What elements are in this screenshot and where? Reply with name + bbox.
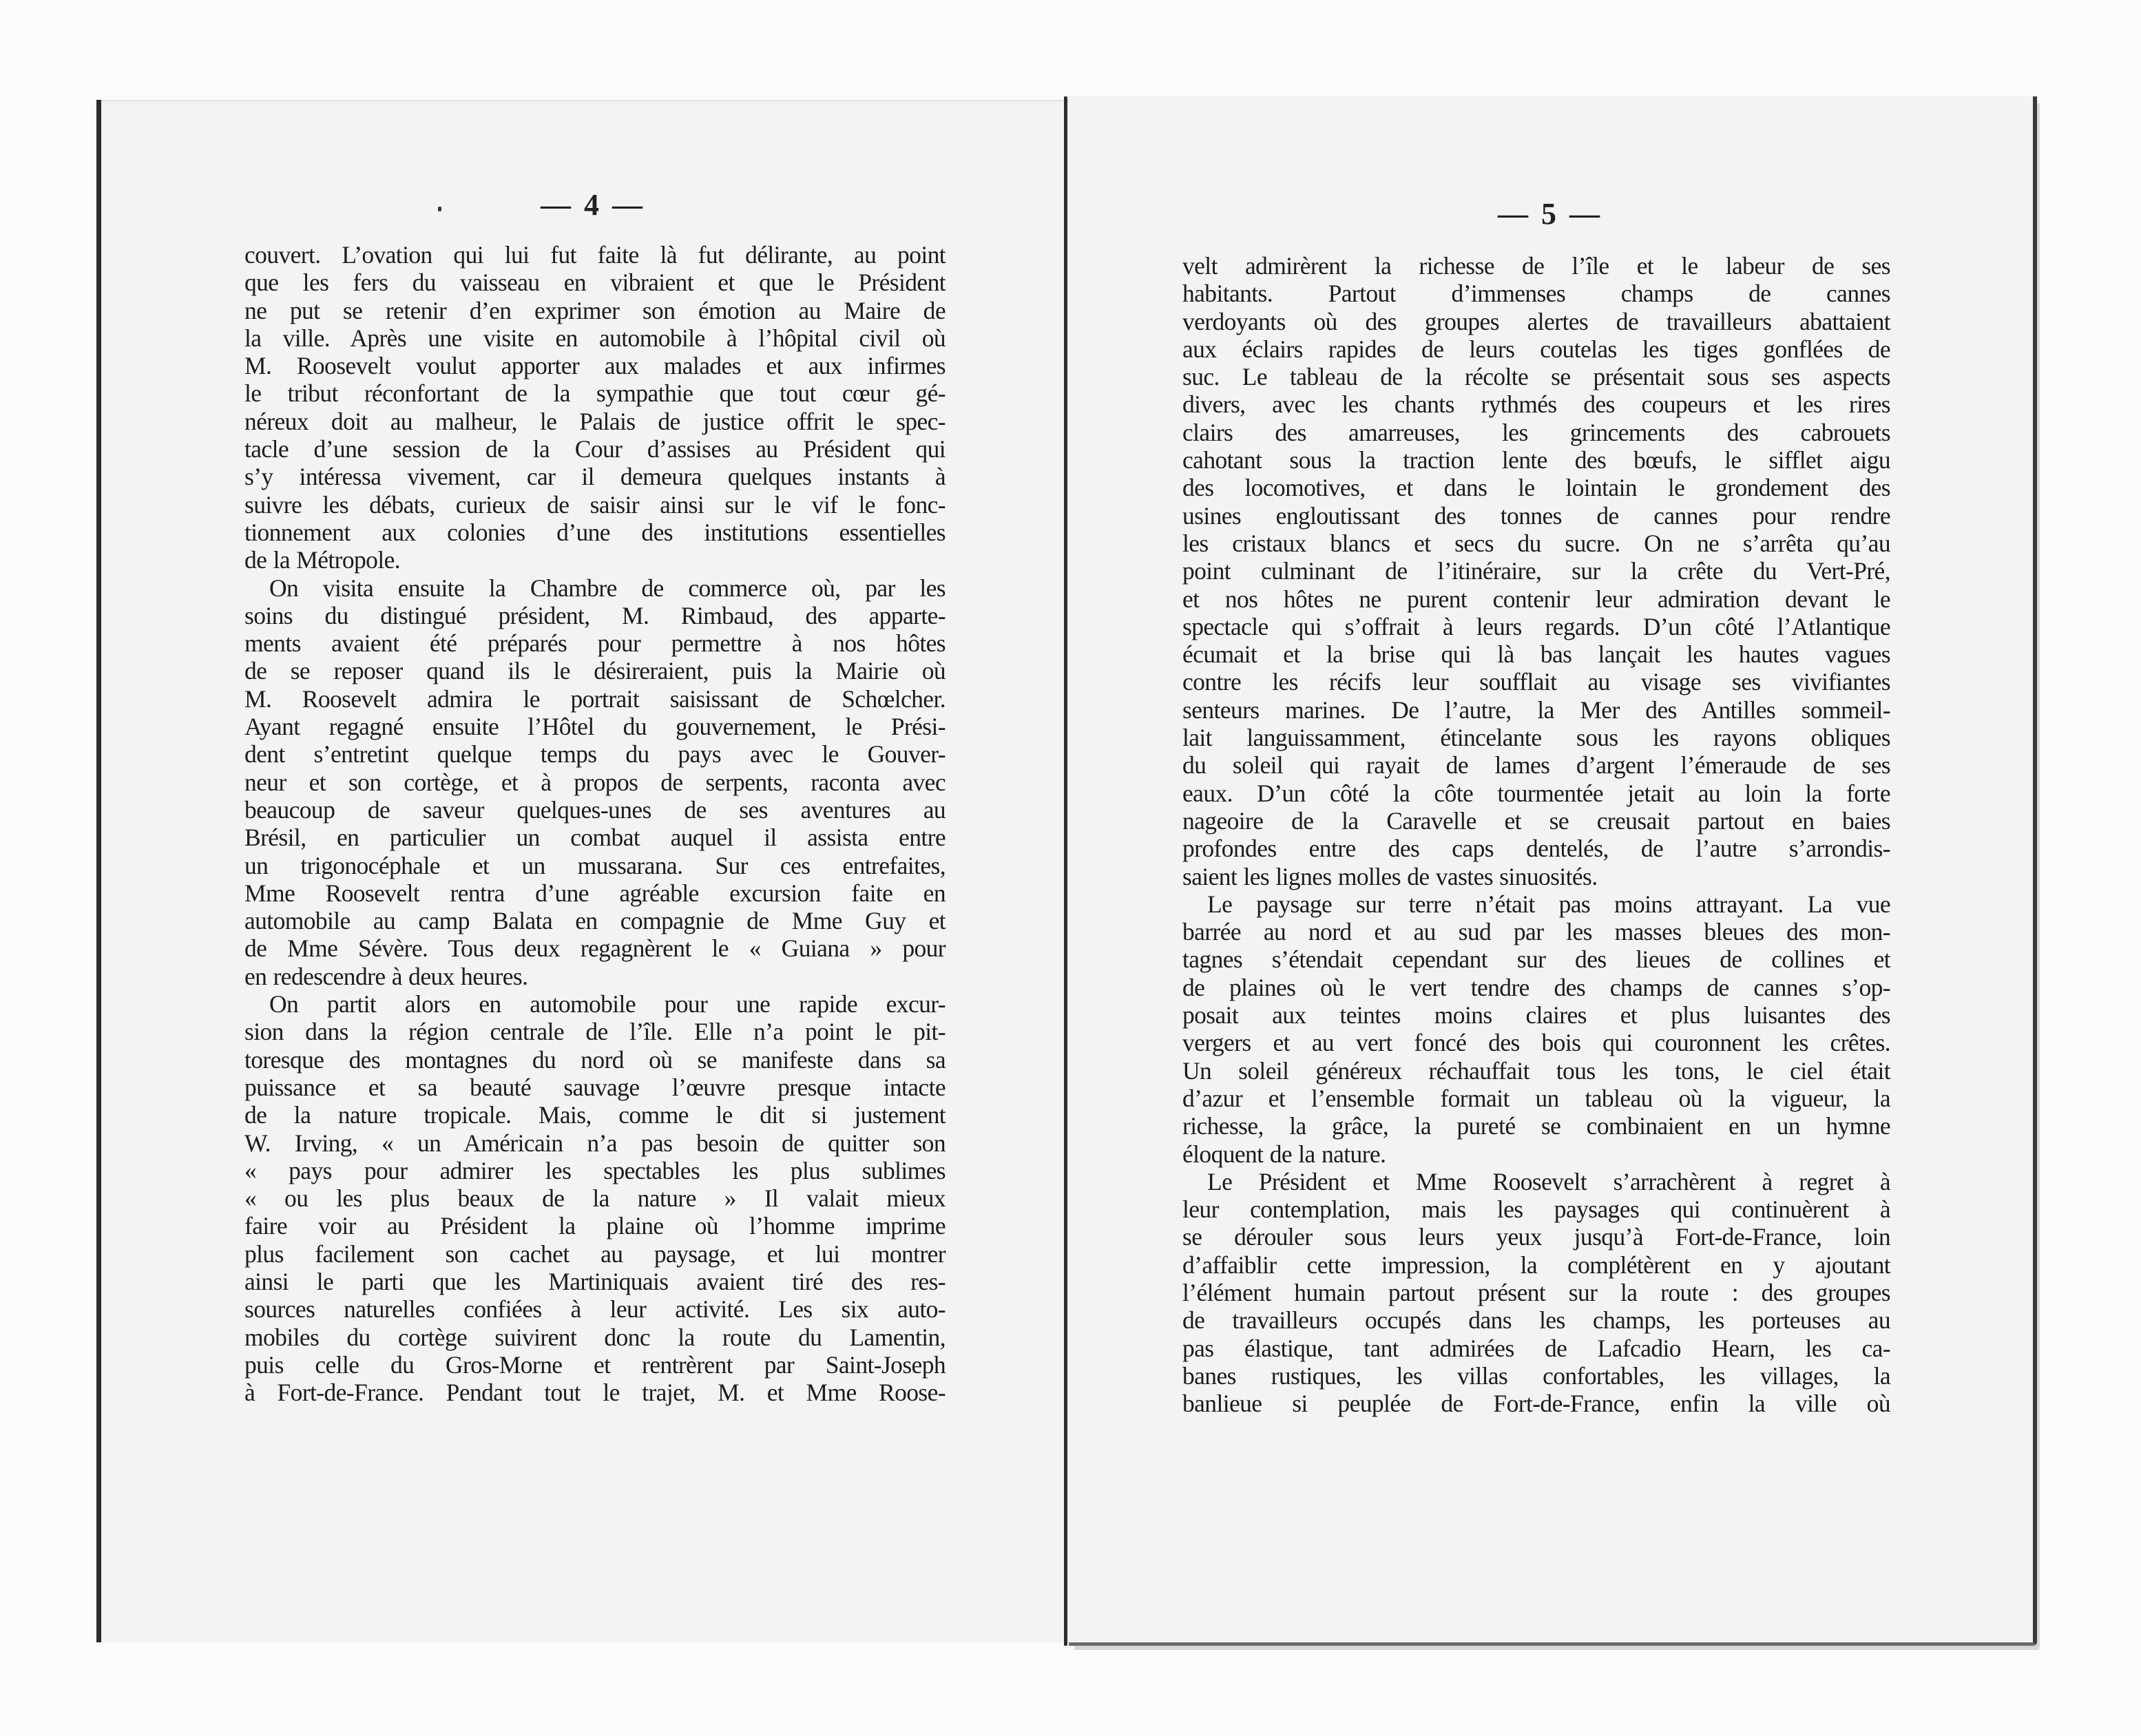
text-line: Mme Roosevelt rentra d’une agréable excursion faite en xyxy=(244,879,946,907)
text-line: saient les lignes molles de vastes sinuosités. xyxy=(1182,862,1598,890)
text-line: en redescendre à deux heures. xyxy=(244,962,528,990)
text-line: Un soleil généreux réchauffait tous les tons, le ciel était xyxy=(1182,1056,1890,1085)
text-line: d’azur et l’ensemble formait un tableau où la vigueur, la xyxy=(1182,1084,1890,1112)
text-line: les cristaux blancs et secs du sucre. On ne s’arrêta qu’au xyxy=(1182,529,1890,557)
text-line: l’élément humain partout présent sur la route : des groupes xyxy=(1182,1278,1890,1306)
text-line: Ayant regagné ensuite l’Hôtel du gouvernement, le Prési- xyxy=(244,713,946,741)
text-line: puissance et sa beauté sauvage l’œuvre presque intacte xyxy=(244,1073,946,1101)
text-line: du soleil qui rayait de lames d’argent l’émeraude de ses xyxy=(1182,751,1890,780)
text-line: tionnement aux colonies d’une des institutions essentielles xyxy=(244,518,946,546)
text-line: suivre les débats, curieux de saisir ainsi sur le vif le fonc- xyxy=(244,490,946,519)
text-line: divers, avec les chants rythmés des coupeurs et les rires xyxy=(1182,390,1890,419)
text-line: neur et son cortège, et à propos de serpents, raconta avec xyxy=(244,768,946,796)
text-line: ainsi le parti que les Martiniquais avaient tiré des res- xyxy=(244,1267,946,1295)
text-line: tacle d’une session de la Cour d’assises au Président qui xyxy=(244,435,946,463)
text-line: écumait et la brise qui là bas lançait les hautes vagues xyxy=(1182,640,1890,669)
text-line: de se reposer quand ils le désireraient, puis la Mairie où xyxy=(244,657,946,685)
text-line: des locomotives, et dans le lointain le grondement des xyxy=(1182,474,1890,502)
text-line: contre les récifs leur soufflait au visage ses vivifiantes xyxy=(1182,668,1890,696)
text-line: suc. Le tableau de la récolte se présentait sous ses aspects xyxy=(1182,363,1890,391)
text-line: faire voir au Président la plaine où l’homme imprime xyxy=(244,1212,946,1240)
text-line: verdoyants où des groupes alertes de travailleurs abattaient xyxy=(1182,307,1890,335)
text-line: richesse, la grâce, la pureté se combinaient en un hymne xyxy=(1182,1112,1890,1140)
text-line: M. Roosevelt admira le portrait saisissant de Schœlcher. xyxy=(244,684,946,713)
text-line: d’affaiblir cette impression, la complétèrent en y ajoutant xyxy=(1182,1251,1890,1279)
text-line: banes rustiques, les villas confortables, les villages, la xyxy=(1182,1361,1890,1390)
text-line: et nos hôtes ne purent contenir leur admiration devant le xyxy=(1182,585,1890,613)
page-number-right: — 5 — xyxy=(1498,197,1602,231)
text-line: automobile au camp Balata en compagnie de Mme Guy et xyxy=(244,907,946,935)
text-line: plus facilement son cachet au paysage, et lui montrer xyxy=(244,1240,946,1268)
right-page-text xyxy=(1182,252,1890,1417)
text-line: barrée au nord et au sud par les masses bleues des mon- xyxy=(1182,918,1890,946)
text-line: mobiles du cortège suivirent donc la route du Lamentin, xyxy=(244,1323,946,1351)
text-line: de la Métropole. xyxy=(244,546,401,574)
text-line: eaux. D’un côté la côte tourmentée jetait au loin la forte xyxy=(1182,779,1890,807)
text-line: s’y intéressa vivement, car il demeura quelques instants à xyxy=(244,463,946,491)
text-line: le tribut réconfortant de la sympathie que tout cœur gé- xyxy=(244,379,946,408)
text-line: sion dans la région centrale de l’île. Elle n’a point le pit- xyxy=(244,1018,946,1046)
text-line: ne put se retenir d’en exprimer son émotion au Maire de xyxy=(244,296,946,324)
text-line: M. Roosevelt voulut apporter aux malades et aux infirmes xyxy=(244,352,946,380)
text-line: vergers et au vert foncé des bois qui couronnent les crêtes. xyxy=(1182,1029,1890,1057)
text-line: « ou les plus beaux de la nature » Il valait mieux xyxy=(244,1184,946,1213)
text-line: On partit alors en automobile pour une rapide excur- xyxy=(269,990,946,1018)
text-line: se dérouler sous leurs yeux jusqu’à Fort-de-France, loin xyxy=(1182,1223,1890,1251)
text-line: de la nature tropicale. Mais, comme le dit si justement xyxy=(244,1101,946,1129)
text-line: la ville. Après une visite en automobile à l’hôpital civil où xyxy=(244,324,946,352)
text-line: couvert. L’ovation qui lui fut faite là fut délirante, au point xyxy=(244,241,946,269)
text-line: sources naturelles confiées à leur activité. Les six auto- xyxy=(244,1295,946,1324)
text-line: clairs des amarreuses, les grincements des cabrouets xyxy=(1182,418,1890,446)
text-line: senteurs marines. De l’autre, la Mer des Antilles sommeil- xyxy=(1182,696,1890,724)
text-line: On visita ensuite la Chambre de commerce où, par les xyxy=(269,574,946,602)
text-line: de travailleurs occupés dans les champs, les porteuses au xyxy=(1182,1306,1890,1335)
text-line: lait languissamment, étincelante sous les rayons obliques xyxy=(1182,724,1890,752)
left-page-text xyxy=(244,241,946,1406)
text-line: à Fort-de-France. Pendant tout le trajet, M. et Mme Roose- xyxy=(244,1379,946,1407)
text-line: profondes entre des caps dentelés, de l’autre s’arrondis- xyxy=(1182,835,1890,863)
text-line: Le paysage sur terre n’était pas moins attrayant. La vue xyxy=(1207,890,1890,918)
text-line: Brésil, en particulier un combat auquel il assista entre xyxy=(244,824,946,852)
text-line: de Mme Sévère. Tous deux regagnèrent le « Guiana » pour xyxy=(244,934,946,963)
text-line: puis celle du Gros-Morne et rentrèrent par Saint-Joseph xyxy=(244,1350,946,1379)
book-gutter xyxy=(1064,96,1067,1646)
text-line: cahotant sous la traction lente des bœufs, le sifflet aigu xyxy=(1182,446,1890,474)
text-line: pas élastique, tant admirées de Lafcadio Hearn, les ca- xyxy=(1182,1334,1890,1362)
text-line: que les fers du vaisseau en vibraient et que le Président xyxy=(244,269,946,297)
text-line: velt admirèrent la richesse de l’île et le labeur de ses xyxy=(1182,252,1890,280)
text-line: posait aux teintes moins claires et plus luisantes des xyxy=(1182,1001,1890,1029)
text-line: usines engloutissant des tonnes de cannes pour rendre xyxy=(1182,501,1890,530)
text-line: beaucoup de saveur quelques-unes de ses aventures au xyxy=(244,795,946,824)
text-line: nageoire de la Caravelle et se creusait partout en baies xyxy=(1182,806,1890,835)
text-line: Le Président et Mme Roosevelt s’arrachèrent à regret à xyxy=(1207,1167,1890,1195)
text-line: « pays pour admirer les spectables les plus sublimes xyxy=(244,1156,946,1184)
text-line: toresque des montagnes du nord où se manifeste dans sa xyxy=(244,1045,946,1074)
ink-speck xyxy=(438,207,441,211)
text-line: tagnes s’étendait cependant sur des lieues de collines et xyxy=(1182,945,1890,974)
text-line: néreux doit au malheur, le Palais de justice offrit le spec- xyxy=(244,407,946,435)
text-line: éloquent de la nature. xyxy=(1182,1140,1386,1168)
text-line: habitants. Partout d’immenses champs de cannes xyxy=(1182,280,1890,308)
text-line: dent s’entretint quelque temps du pays avec le Gouver- xyxy=(244,740,946,768)
text-line: point culminant de l’itinéraire, sur la crête du Vert-Pré, xyxy=(1182,557,1890,585)
text-line: ments avaient été préparés pour permettre à nos hôtes xyxy=(244,629,946,658)
page-number-left: — 4 — xyxy=(541,188,645,222)
text-line: W. Irving, « un Américain n’a pas besoin de quitter son xyxy=(244,1129,946,1157)
text-line: un trigonocéphale et un mussarana. Sur ces entrefaites, xyxy=(244,851,946,879)
text-line: banlieue si peuplée de Fort-de-France, enfin la ville où xyxy=(1182,1390,1890,1418)
text-line: de plaines où le vert tendre des champs de cannes s’op- xyxy=(1182,973,1890,1001)
text-line: aux éclairs rapides de leurs coutelas les tiges gonflées de xyxy=(1182,335,1890,363)
text-line: leur contemplation, mais les paysages qui continuèrent à xyxy=(1182,1195,1890,1224)
text-line: soins du distingué président, M. Rimbaud, des apparte- xyxy=(244,601,946,629)
text-line: spectacle qui s’offrait à leurs regards. D’un côté l’Atlantique xyxy=(1182,612,1890,640)
